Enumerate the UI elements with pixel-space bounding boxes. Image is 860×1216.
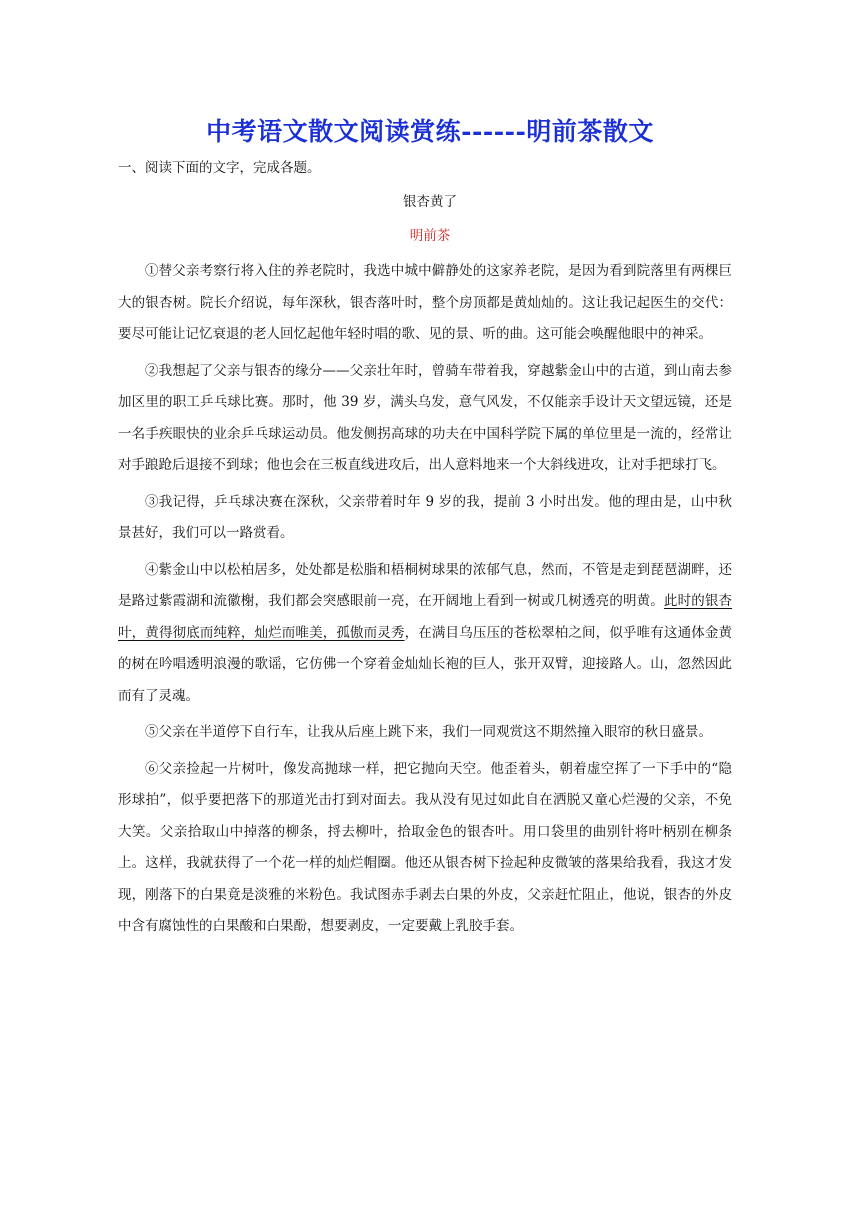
question-instruction: 一、阅读下面的文字，完成各题。 [118, 160, 321, 176]
paragraph-4-rest: ，在满目乌压压的苍松翠柏之间，似乎唯有这通体金黄的树在吟唱透明浪漫的歌谣，它仿佛一个穿着金灿灿长袍的巨人，张开双臂，迎接路人。山，忽然因此而有了灵魂。 [118, 624, 733, 704]
essay-author: 明前茶 [409, 228, 451, 244]
essay-body [118, 256, 732, 948]
paragraph-5: ⑤父亲在半道停下自行车，让我从后座上跳下来，我们一同观赏这不期然撞入眼帘的秋日盛景。 [145, 724, 712, 740]
document-title: 中考语文散文阅读赏练------明前茶散文 [206, 117, 654, 146]
underlined-sentence: 此时的银杏叶，黄得彻底而纯粹，灿烂而唯美，孤傲而灵秀 [118, 593, 733, 641]
essay-title: 银杏黄了 [403, 194, 457, 210]
paragraph-2: ②我想起了父亲与银杏的缘分——父亲壮年时，曾骑车带着我，穿越紫金山中的古道，到山南去参加区里的职工乒乓球比赛。那时，他 39 岁，满头乌发，意气风发，不仅能亲手设计天文望远镜，还是一名手疾眼快的业余乒乓球运动员。他发侧拐高球的功夫在中国科学院下属的单位里是一流的，经常让对手踉跄后退接不到球；他也会在三板直线进攻后，出人意料地来一个大斜线进攻，让对手把球打飞。 [118, 362, 732, 473]
paragraph-4-lead: ④紫金山中以松柏居多，处处都是松脂和梧桐树球果的浓郁气息，然而，不管是走到琵琶湖畔，还是路过紫霞湖和流徽榭，我们都会突感眼前一亮，在开阔地上看到一树或几树透亮的明黄。 [118, 561, 732, 609]
paragraph-3: ③我记得，乒乓球决赛在深秋，父亲带着时年 9 岁的我，提前 3 小时出发。他的理由是，山中秋景甚好，我们可以一路赏看。 [118, 493, 732, 541]
paragraph-4 [118, 555, 732, 713]
paragraph-1: ①替父亲考察行将入住的养老院时，我选中城中僻静处的这家养老院，是因为看到院落里有两棵巨大的银杏树。院长介绍说，每年深秋，银杏落叶时，整个房顶都是黄灿灿的。这让我记起医生的交代：要尽可能让记忆衰退的老人回忆起他年轻时唱的歌、见的景、听的曲。这可能会唤醒他眼中的神采。 [118, 263, 732, 342]
paragraph-6: ⑥父亲捡起一片树叶，像发高抛球一样，把它抛向天空。他歪着头，朝着虚空挥了一下手中的“隐形球拍”，似乎要把落下的那道光击打到对面去。我从没有见过如此自在洒脱又童心烂漫的父亲，不免大笑。父亲拾取山中掉落的柳条，捋去柳叶，拾取金色的银杏叶。用口袋里的曲别针将叶柄别在柳条上。这样，我就获得了一个花一样的灿烂帽圈。他还从银杏树下捡起种皮微皱的落果给我看，我这才发现，刚落下的白果竟是淡雅的米粉色。我试图赤手剥去白果的外皮，父亲赶忙阻止，他说，银杏的外皮中含有腐蚀性的白果酸和白果酚，想要剥皮，一定要戴上乳胶手套。 [118, 760, 732, 934]
